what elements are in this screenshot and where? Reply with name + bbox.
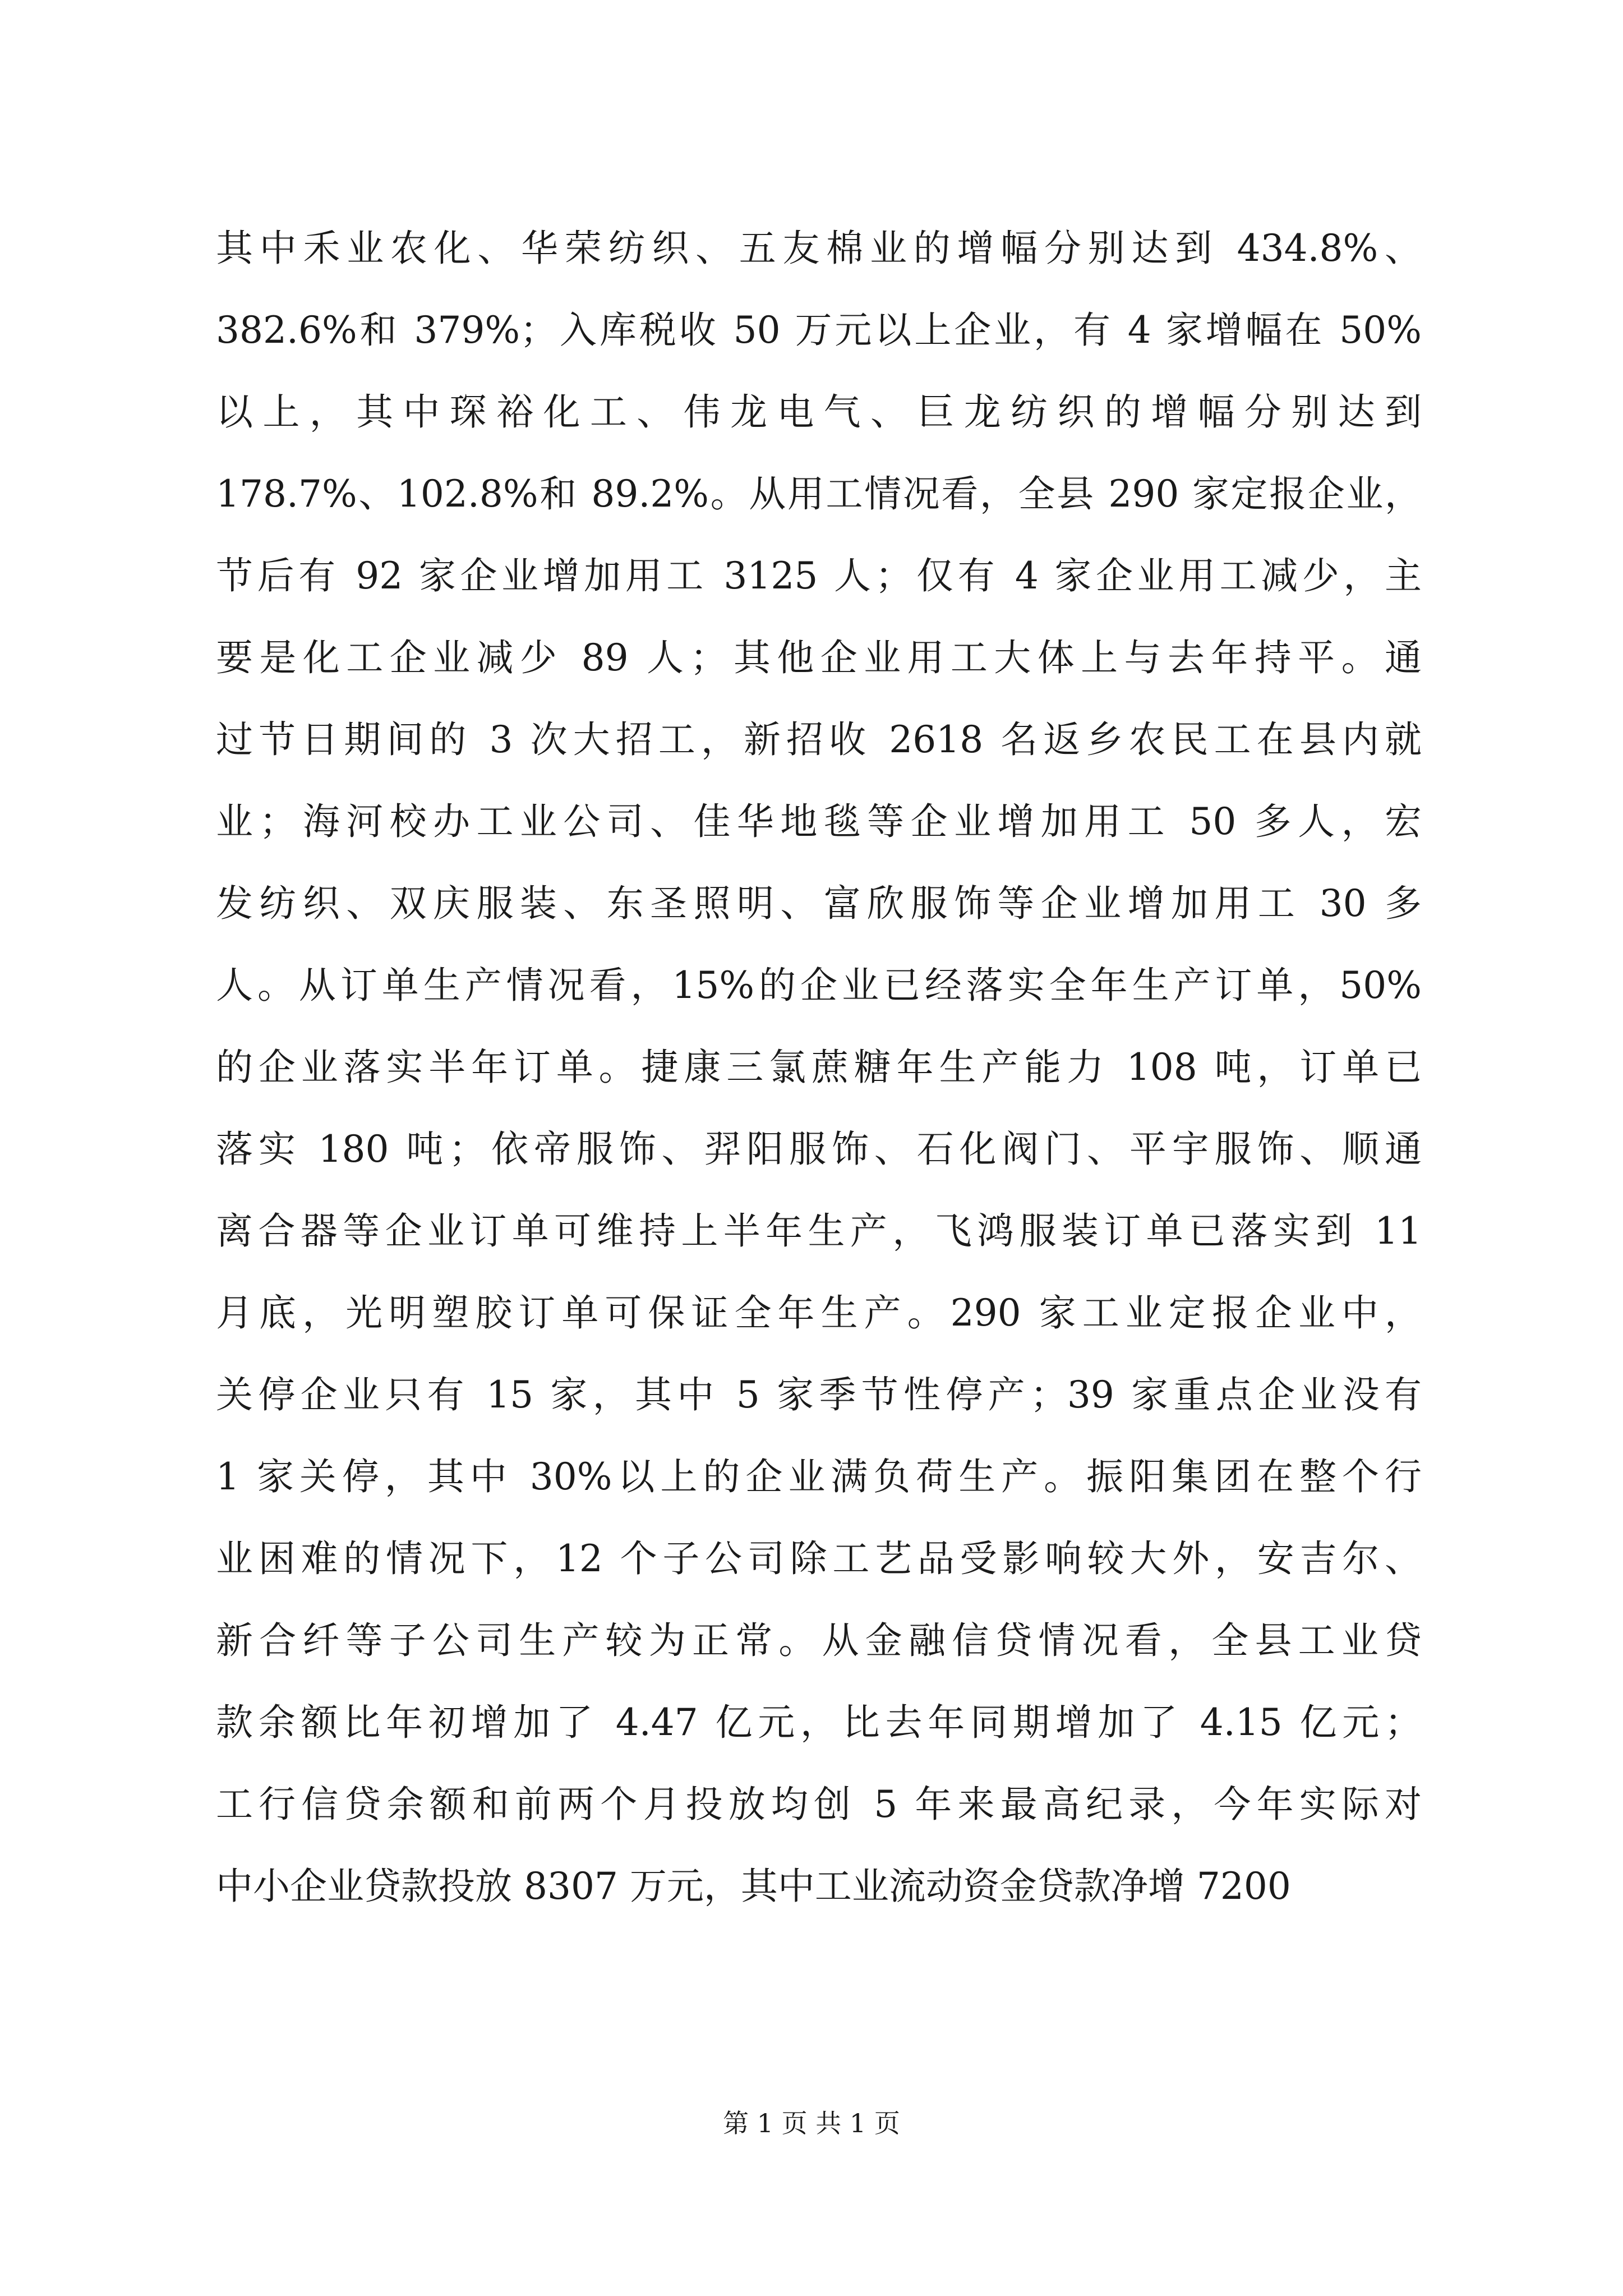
page-footer [0, 2106, 1623, 2140]
text-line: 业困难的情况下，12 个子公司除工艺品受影响较大外，安吉尔、 [216, 1537, 1422, 1580]
text-line: 关停企业只有 15 家，其中 5 家季节性停产；39 家重点企业没有 [216, 1373, 1422, 1416]
text-line: 落实 180 吨；依帝服饰、羿阳服饰、石化阀门、平宇服饰、顺通 [216, 1128, 1422, 1171]
text-line: 178.7%、102.8%和 89.2%。从用工情况看，全县 290 家定报企业， [216, 472, 1422, 516]
text-line: 人。从订单生产情况看，15%的企业已经落实全年生产订单，50% [216, 964, 1422, 1007]
text-line: 业；海河校办工业公司、佳华地毯等企业增加用工 50 多人，宏 [216, 800, 1422, 843]
text-line: 过节日期间的 3 次大招工，新招收 2618 名返乡农民工在县内就 [216, 718, 1422, 761]
text-line: 款余额比年初增加了 4.47 亿元，比去年同期增加了 4.15 亿元； [216, 1701, 1422, 1744]
text-line: 以上，其中琛裕化工、伟龙电气、巨龙纺织的增幅分别达到 [216, 390, 1422, 434]
text-line: 发纺织、双庆服装、东圣照明、富欣服饰等企业增加用工 30 多 [216, 882, 1422, 925]
text-line: 节后有 92 家企业增加用工 3125 人；仅有 4 家企业用工减少，主 [216, 554, 1422, 597]
text-line: 1 家关停，其中 30%以上的企业满负荷生产。振阳集团在整个行 [216, 1455, 1422, 1498]
text-line: 工行信贷余额和前两个月投放均创 5 年来最高纪录，今年实际对 [216, 1783, 1422, 1826]
text-line: 的企业落实半年订单。捷康三氯蔗糖年生产能力 108 吨，订单已 [216, 1046, 1422, 1089]
text-line: 382.6%和 379%；入库税收 50 万元以上企业，有 4 家增幅在 50% [216, 309, 1422, 352]
text-line: 新合纤等子公司生产较为正常。从金融信贷情况看，全县工业贷 [216, 1619, 1422, 1662]
page-number-label: 第 1 页 共 1 页 [723, 2108, 900, 2138]
body-text [216, 208, 1422, 1927]
text-line: 月底，光明塑胶订单可保证全年生产。290 家工业定报企业中， [216, 1291, 1422, 1335]
text-line: 离合器等企业订单可维持上半年生产，飞鸿服装订单已落实到 11 [216, 1209, 1422, 1253]
text-line: 中小企业贷款投放 8307 万元，其中工业流动资金贷款净增 7200 [216, 1865, 1291, 1908]
text-line: 要是化工企业减少 89 人；其他企业用工大体上与去年持平。通 [216, 636, 1422, 679]
text-line: 其中禾业农化、华荣纺织、五友棉业的增幅分别达到 434.8%、 [216, 227, 1422, 270]
